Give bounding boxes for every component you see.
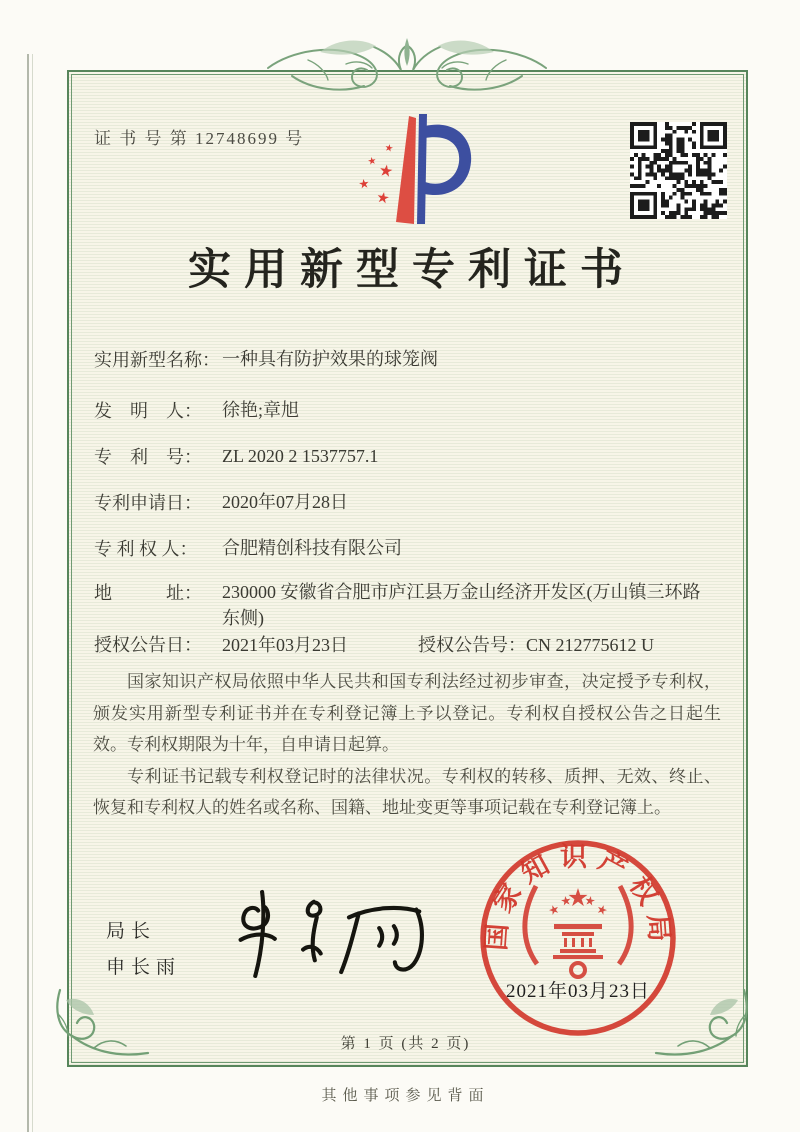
field-row-patent-number [94, 443, 714, 469]
page-indicator: 第 1 页 (共 2 页) [340, 1036, 471, 1052]
scan-edge-line-2 [32, 54, 33, 1132]
national-emblem-icon [525, 886, 631, 977]
field-row-grant-number [418, 631, 654, 657]
body-paragraph-1: 国家知识产权局依照中华人民共和国专利法经过初步审查，决定授予专利权，颁发实用新型专利证书并在专利登记簿上予以登记。专利权自授权公告之日起生效。专利权期限为十年，自申请日起算。 [93, 672, 721, 754]
field-value: 230000 安徽省合肥市庐江县万金山经济开发区(万山镇三环路东侧) [222, 582, 701, 628]
field-label: 专 利 权 人： [94, 539, 198, 559]
field-value: CN 212775612 U [526, 635, 655, 655]
certificate-body [93, 666, 721, 824]
handwritten-signature-icon [225, 880, 430, 985]
signer-title: 局长 [106, 921, 157, 942]
top-ornament [262, 30, 552, 108]
certificate-title: 实用新型专利证书 [188, 247, 636, 294]
certificate-number: 证 书 号 第 12748699 号 [94, 129, 305, 148]
cnipa-logo-icon [338, 106, 474, 232]
field-label: 授权公告号： [418, 635, 526, 655]
seal-text: 国家知识产权局 [480, 842, 676, 952]
qr-code-icon [630, 122, 727, 219]
field-value: 2020年07月28日 [222, 492, 348, 512]
field-value: 合肥精创科技有限公司 [222, 538, 402, 558]
seal-date: 2021年03月23日 [505, 981, 650, 1002]
field-row-address [94, 579, 714, 631]
field-row-patentee [94, 535, 714, 561]
official-seal-icon [470, 830, 686, 1046]
field-value: 2021年03月23日 [222, 635, 348, 655]
field-row-name [94, 346, 714, 372]
field-label: 授权公告日： [94, 635, 202, 655]
field-row-filing-date [94, 489, 714, 515]
field-row-inventor [94, 397, 714, 423]
field-value: ZL 2020 2 1537757.1 [222, 446, 379, 466]
field-label: 发 明 人： [94, 401, 202, 421]
corner-ornament-left [50, 986, 150, 1066]
scan-edge-line [27, 54, 29, 1132]
signer-name: 申长雨 [106, 957, 182, 978]
field-value: 一种具有防护效果的球笼阀 [222, 349, 438, 369]
field-value: 徐艳;章旭 [222, 400, 300, 420]
field-label: 实用新型名称： [94, 350, 220, 370]
field-label: 地 址： [94, 583, 202, 603]
field-label: 专利申请日： [94, 493, 202, 513]
field-label: 专 利 号： [94, 447, 202, 467]
body-paragraph-2: 专利证书记载专利权登记时的法律状况。专利权的转移、质押、无效、终止、恢复和专利权人的姓名或名称、国籍、地址变更等事项记载在专利登记簿上。 [93, 766, 721, 817]
back-note: 其他事项参见背面 [321, 1088, 490, 1104]
